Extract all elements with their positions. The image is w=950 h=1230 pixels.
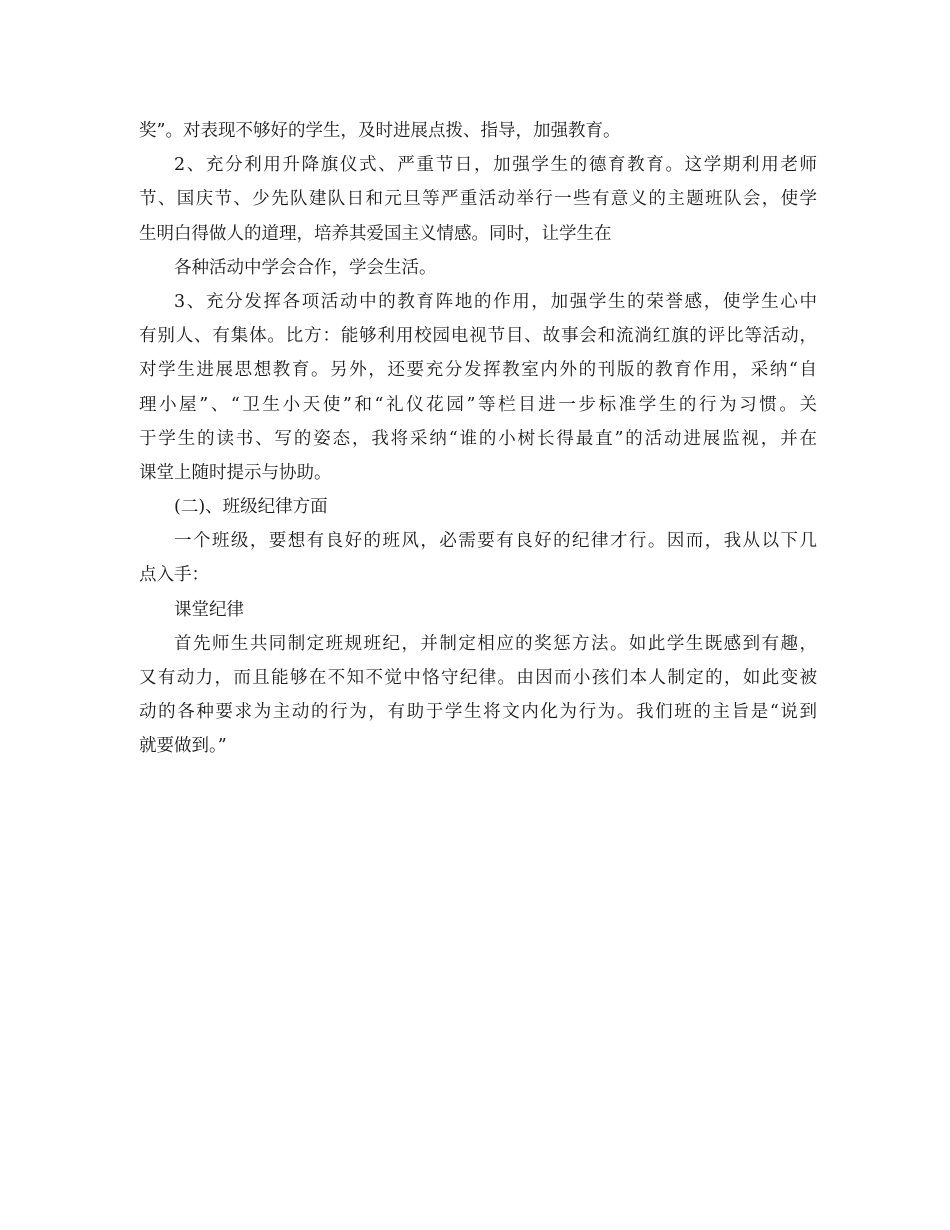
document-body [139, 114, 817, 764]
text-line: 对学生进展思想教育。另外，还要充分发挥教室内外的刊版的教育作用，采纳“自 [139, 360, 817, 381]
paragraph-start-line: 首先师生共同制定班规班纪，并制定相应的奖惩方法。如此学生既感到有趣， [174, 633, 817, 654]
text-line: 动的各种要求为主动的行为，有助于学生将文内化为行为。我们班的主旨是“说到 [139, 702, 817, 723]
text-line: 课堂上随时提示与协助。 [139, 462, 332, 483]
paragraph-start-line: 一个班级，要想有良好的班风，必需要有良好的纪律才行。因而，我从以下几 [174, 531, 817, 552]
text-line: 有别人、有集体。比方：能够利用校园电视节目、故事会和流淌红旗的评比等活动， [139, 326, 817, 347]
text-line: 奖”。对表现不够好的学生，及时进展点拨、指导，加强教育。 [139, 121, 621, 141]
paragraph-start-line: 3、充分发挥各项活动中的教育阵地的作用，加强学生的荣誉感，使学生心中 [174, 291, 817, 312]
subsection-heading: 课堂纪律 [174, 599, 244, 620]
text-line: 于学生的读书、写的姿态，我将采纳“谁的小树长得最直”的活动进展监视，并在 [139, 428, 817, 449]
text-line: 就要做到。” [139, 736, 227, 757]
text-line: 生明白得做人的道理，培养其爱国主义情感。同时，让学生在 [139, 223, 612, 244]
text-line: 点入手： [139, 565, 209, 586]
text-line: 理小屋”、“卫生小天使”和“礼仪花园”等栏目进一步标准学生的行为习惯。关 [139, 394, 817, 415]
text-line: 节、国庆节、少先队建队日和元旦等严重活动举行一些有意义的主题班队会，使学 [139, 189, 817, 210]
section-heading: (二)、班级纪律方面 [174, 497, 328, 518]
paragraph-start-line: 各种活动中学会合作，学会生活。 [174, 257, 437, 278]
text-line: 又有动力，而且能够在不知不觉中恪守纪律。由因而小孩们本人制定的，如此变被 [139, 668, 817, 688]
paragraph-start-line: 2、充分利用升降旗仪式、严重节日，加强学生的德育教育。这学期利用老师 [174, 155, 817, 176]
